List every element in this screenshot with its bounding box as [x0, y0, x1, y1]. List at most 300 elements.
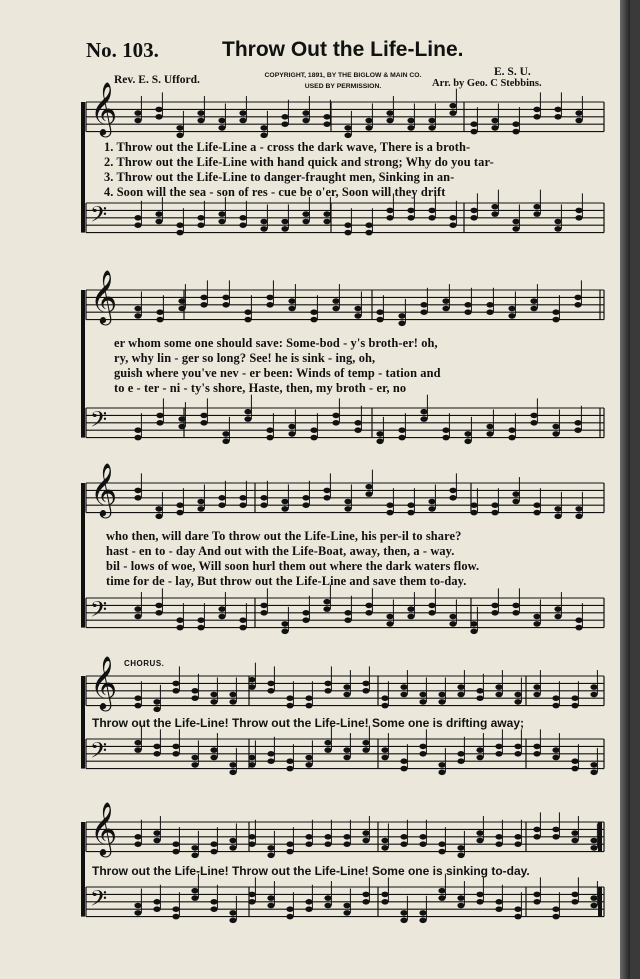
note-head — [197, 118, 204, 124]
note-head — [302, 110, 309, 116]
final-bar-line — [598, 887, 602, 917]
note-head — [575, 110, 582, 116]
note-head — [210, 747, 217, 753]
note-head — [552, 431, 559, 437]
note-head — [428, 506, 435, 512]
verse-line: 1. Throw out the Life-Line a - cross the dark wave, There is a broth- — [104, 140, 471, 154]
note-head — [381, 892, 388, 898]
verse-line: to e - ter - ni - ty's shore, Haste, then, my broth - er, no — [114, 381, 407, 395]
note-head — [288, 298, 295, 304]
note-head — [590, 684, 597, 690]
system-bracket — [81, 822, 85, 917]
note-head — [590, 845, 597, 851]
verse-line: 2. Throw out the Life-Line with hand quick and strong; Why do you tar- — [104, 155, 494, 169]
note-head — [244, 409, 251, 415]
note-head — [552, 914, 559, 920]
note-head — [343, 755, 350, 761]
note-head — [495, 841, 502, 847]
note-head — [248, 892, 255, 898]
note-head — [176, 133, 183, 139]
note-head — [512, 219, 519, 225]
note-head — [362, 747, 369, 753]
note-head — [210, 699, 217, 705]
note-head — [575, 617, 582, 623]
note-head — [554, 606, 561, 612]
note-head — [438, 762, 445, 768]
note-head — [376, 309, 383, 315]
note-head — [381, 838, 388, 844]
note-head — [554, 614, 561, 620]
note-head — [386, 614, 393, 620]
note-head — [248, 684, 255, 690]
note-head — [302, 610, 309, 616]
note-head — [197, 625, 204, 631]
note-head — [266, 295, 273, 301]
note-head — [362, 899, 369, 905]
note-head — [344, 222, 351, 228]
note-head — [386, 502, 393, 508]
note-head — [552, 317, 559, 323]
note-head — [575, 118, 582, 124]
note-head — [398, 435, 405, 441]
note-head — [533, 621, 540, 627]
note-head — [248, 762, 255, 768]
note-head — [288, 424, 295, 430]
note-head — [239, 222, 246, 228]
note-head — [514, 692, 521, 698]
note-head — [491, 211, 498, 217]
note-head — [176, 617, 183, 623]
note-head — [310, 309, 317, 315]
note-head — [260, 610, 267, 616]
note-head — [449, 614, 456, 620]
note-head — [178, 298, 185, 304]
note-head — [191, 895, 198, 901]
note-head — [191, 888, 198, 894]
note-head — [172, 688, 179, 694]
note-head — [552, 755, 559, 761]
bass-clef-icon: 𝄢 — [90, 737, 108, 769]
note-head — [344, 230, 351, 236]
system-bracket — [81, 483, 85, 628]
note-head — [420, 409, 427, 415]
note-head — [229, 770, 236, 776]
note-head — [176, 125, 183, 131]
note-head — [571, 830, 578, 836]
note-head — [428, 118, 435, 124]
note-head — [200, 413, 207, 419]
note-head — [533, 502, 540, 508]
note-head — [134, 747, 141, 753]
note-head — [428, 125, 435, 131]
note-head — [343, 684, 350, 690]
note-head — [419, 699, 426, 705]
note-head — [281, 121, 288, 127]
note-head — [400, 918, 407, 924]
note-head — [218, 125, 225, 131]
system-bracket — [81, 290, 85, 438]
note-head — [533, 827, 540, 833]
note-head — [248, 755, 255, 761]
note-head — [476, 892, 483, 898]
note-head — [365, 491, 372, 497]
note-head — [200, 302, 207, 308]
note-head — [134, 606, 141, 612]
note-head — [495, 834, 502, 840]
bass-clef-icon: 𝄢 — [90, 406, 108, 438]
note-head — [476, 755, 483, 761]
note-head — [419, 692, 426, 698]
note-head — [495, 906, 502, 912]
note-head — [323, 606, 330, 612]
note-head — [575, 506, 582, 512]
note-head — [530, 306, 537, 312]
note-head — [222, 431, 229, 437]
note-head — [533, 744, 540, 750]
note-head — [267, 853, 274, 859]
note-head — [514, 841, 521, 847]
treble-clef-icon: 𝄞 — [90, 269, 118, 324]
note-head — [365, 125, 372, 131]
note-head — [134, 488, 141, 494]
note-head — [176, 625, 183, 631]
note-head — [176, 502, 183, 508]
verse-line: hast - en to - day And out with the Life-Boat, away, then, a - way. — [106, 544, 455, 558]
note-head — [260, 502, 267, 508]
note-head — [508, 435, 515, 441]
note-head — [514, 744, 521, 750]
note-head — [266, 435, 273, 441]
note-head — [153, 751, 160, 757]
note-head — [153, 838, 160, 844]
note-head — [571, 695, 578, 701]
note-head — [442, 427, 449, 433]
note-head — [197, 499, 204, 505]
note-head — [323, 114, 330, 120]
note-head — [210, 692, 217, 698]
note-head — [134, 695, 141, 701]
note-head — [400, 841, 407, 847]
note-head — [400, 758, 407, 764]
note-head — [302, 495, 309, 501]
note-head — [486, 431, 493, 437]
note-head — [343, 903, 350, 909]
note-head — [267, 903, 274, 909]
note-head — [457, 845, 464, 851]
note-head — [281, 114, 288, 120]
note-head — [514, 699, 521, 705]
note-head — [470, 502, 477, 508]
note-head — [571, 758, 578, 764]
note-head — [533, 751, 540, 757]
note-head — [376, 439, 383, 445]
note-head — [407, 125, 414, 131]
note-head — [420, 302, 427, 308]
hymn-number: No. 103. — [86, 38, 159, 62]
verse-line: 4. Soon will the sea - son of res - cue be o'er, Soon will they drift — [104, 185, 446, 199]
note-head — [365, 610, 372, 616]
note-head — [286, 849, 293, 855]
note-head — [438, 895, 445, 901]
note-head — [533, 510, 540, 516]
note-head — [428, 208, 435, 214]
note-head — [305, 834, 312, 840]
note-head — [470, 215, 477, 221]
note-head — [134, 910, 141, 916]
note-head — [407, 118, 414, 124]
note-head — [281, 621, 288, 627]
note-head — [239, 502, 246, 508]
note-head — [172, 744, 179, 750]
note-head — [239, 625, 246, 631]
note-head — [491, 510, 498, 516]
note-head — [476, 899, 483, 905]
note-head — [286, 841, 293, 847]
bass-clef-icon: 𝄢 — [90, 201, 108, 233]
note-head — [495, 692, 502, 698]
note-head — [260, 495, 267, 501]
note-head — [365, 118, 372, 124]
note-head — [508, 313, 515, 319]
note-head — [590, 692, 597, 698]
note-head — [512, 129, 519, 135]
note-head — [552, 747, 559, 753]
note-head — [305, 899, 312, 905]
note-head — [590, 762, 597, 768]
note-head — [134, 435, 141, 441]
system-bracket — [81, 676, 85, 769]
note-head — [575, 625, 582, 631]
note-head — [464, 439, 471, 445]
note-head — [218, 614, 225, 620]
bass-clef-icon: 𝄢 — [90, 596, 108, 628]
note-head — [134, 215, 141, 221]
note-head — [533, 614, 540, 620]
note-head — [590, 770, 597, 776]
note-head — [407, 614, 414, 620]
note-head — [457, 751, 464, 757]
note-head — [457, 903, 464, 909]
note-head — [491, 204, 498, 210]
note-head — [419, 841, 426, 847]
note-head — [153, 707, 160, 713]
note-head — [491, 610, 498, 616]
verse-line: er whom some one should save: Some-bod - y's broth-er! oh, — [114, 336, 438, 350]
note-head — [286, 758, 293, 764]
note-head — [476, 830, 483, 836]
note-head — [574, 420, 581, 426]
note-head — [134, 118, 141, 124]
note-head — [464, 431, 471, 437]
note-head — [552, 309, 559, 315]
note-head — [365, 603, 372, 609]
treble-clef-icon: 𝄞 — [90, 655, 118, 710]
note-head — [438, 888, 445, 894]
note-head — [530, 420, 537, 426]
note-head — [495, 744, 502, 750]
note-head — [495, 684, 502, 690]
chorus-line: Throw out the Life-Line! Throw out the Life-Line! Some one is sinking to-day. — [92, 864, 530, 878]
verse-line: time for de - lay, But throw out the Life-Line and save them to-day. — [106, 574, 467, 588]
note-head — [302, 617, 309, 623]
note-head — [449, 103, 456, 109]
note-head — [470, 208, 477, 214]
note-head — [172, 681, 179, 687]
note-head — [324, 747, 331, 753]
note-head — [491, 502, 498, 508]
note-head — [464, 309, 471, 315]
note-head — [354, 306, 361, 312]
note-head — [476, 838, 483, 844]
note-head — [176, 510, 183, 516]
note-head — [533, 692, 540, 698]
note-head — [419, 834, 426, 840]
note-head — [491, 118, 498, 124]
note-head — [267, 895, 274, 901]
note-head — [210, 899, 217, 905]
note-head — [552, 906, 559, 912]
note-head — [449, 488, 456, 494]
note-head — [134, 110, 141, 116]
note-head — [248, 834, 255, 840]
note-head — [575, 514, 582, 520]
note-head — [470, 510, 477, 516]
note-head — [155, 114, 162, 120]
note-head — [222, 295, 229, 301]
note-head — [554, 514, 561, 520]
hymn-arranger: Arr. by Geo. C Stebbins. — [432, 78, 542, 89]
note-head — [267, 751, 274, 757]
note-head — [365, 222, 372, 228]
note-head — [470, 121, 477, 127]
note-head — [134, 703, 141, 709]
note-head — [574, 295, 581, 301]
note-head — [324, 895, 331, 901]
note-head — [344, 617, 351, 623]
note-head — [419, 910, 426, 916]
note-head — [153, 744, 160, 750]
note-head — [574, 427, 581, 433]
note-head — [281, 506, 288, 512]
note-head — [324, 903, 331, 909]
note-head — [398, 321, 405, 327]
note-head — [533, 684, 540, 690]
note-head — [533, 211, 540, 217]
note-head — [260, 219, 267, 225]
note-head — [362, 740, 369, 746]
treble-clef-icon: 𝄞 — [90, 462, 118, 517]
note-head — [365, 230, 372, 236]
note-head — [554, 506, 561, 512]
note-head — [495, 751, 502, 757]
note-head — [419, 918, 426, 924]
note-head — [442, 435, 449, 441]
note-head — [191, 845, 198, 851]
note-head — [281, 226, 288, 232]
note-head — [512, 226, 519, 232]
note-head — [324, 740, 331, 746]
note-head — [574, 302, 581, 308]
note-head — [571, 838, 578, 844]
note-head — [310, 317, 317, 323]
note-head — [533, 204, 540, 210]
note-head — [332, 298, 339, 304]
note-head — [438, 692, 445, 698]
verse-line: bil - lows of woe, Will soon hurl them out where the dark waters flow. — [106, 559, 480, 573]
note-head — [428, 603, 435, 609]
verse-line: who then, will dare To throw out the Life-Line, his per-il to share? — [106, 529, 462, 543]
note-head — [239, 110, 246, 116]
note-head — [438, 770, 445, 776]
note-head — [491, 125, 498, 131]
note-head — [266, 427, 273, 433]
note-head — [386, 110, 393, 116]
note-head — [153, 906, 160, 912]
note-head — [512, 499, 519, 505]
note-head — [134, 841, 141, 847]
note-head — [332, 420, 339, 426]
note-head — [197, 617, 204, 623]
treble-clef-icon: 𝄞 — [90, 81, 118, 136]
note-head — [457, 692, 464, 698]
note-head — [134, 222, 141, 228]
note-head — [244, 309, 251, 315]
note-head — [533, 107, 540, 113]
note-head — [381, 695, 388, 701]
note-head — [512, 603, 519, 609]
note-head — [200, 295, 207, 301]
note-head — [218, 495, 225, 501]
note-head — [362, 838, 369, 844]
note-head — [305, 703, 312, 709]
note-head — [533, 899, 540, 905]
note-head — [229, 838, 236, 844]
note-head — [248, 899, 255, 905]
note-head — [229, 762, 236, 768]
note-head — [571, 766, 578, 772]
note-head — [590, 838, 597, 844]
note-head — [260, 226, 267, 232]
bass-clef-icon: 𝄢 — [90, 885, 108, 917]
note-head — [428, 610, 435, 616]
hymn-author: Rev. E. S. Ufford. — [114, 74, 200, 86]
note-head — [514, 834, 521, 840]
note-head — [386, 510, 393, 516]
chorus-line: Throw out the Life-Line! Throw out the Life-Line! Some one is drifting away; — [92, 716, 524, 730]
note-head — [407, 208, 414, 214]
note-head — [267, 845, 274, 851]
note-head — [134, 614, 141, 620]
note-head — [302, 118, 309, 124]
note-head — [248, 841, 255, 847]
note-head — [486, 309, 493, 315]
note-head — [155, 107, 162, 113]
note-head — [302, 219, 309, 225]
note-head — [398, 427, 405, 433]
note-head — [442, 306, 449, 312]
note-head — [457, 684, 464, 690]
note-head — [239, 617, 246, 623]
note-head — [155, 610, 162, 616]
note-head — [381, 845, 388, 851]
note-head — [172, 849, 179, 855]
note-head — [457, 758, 464, 764]
note-head — [286, 695, 293, 701]
note-head — [248, 677, 255, 683]
note-head — [210, 906, 217, 912]
note-head — [305, 695, 312, 701]
note-head — [281, 219, 288, 225]
